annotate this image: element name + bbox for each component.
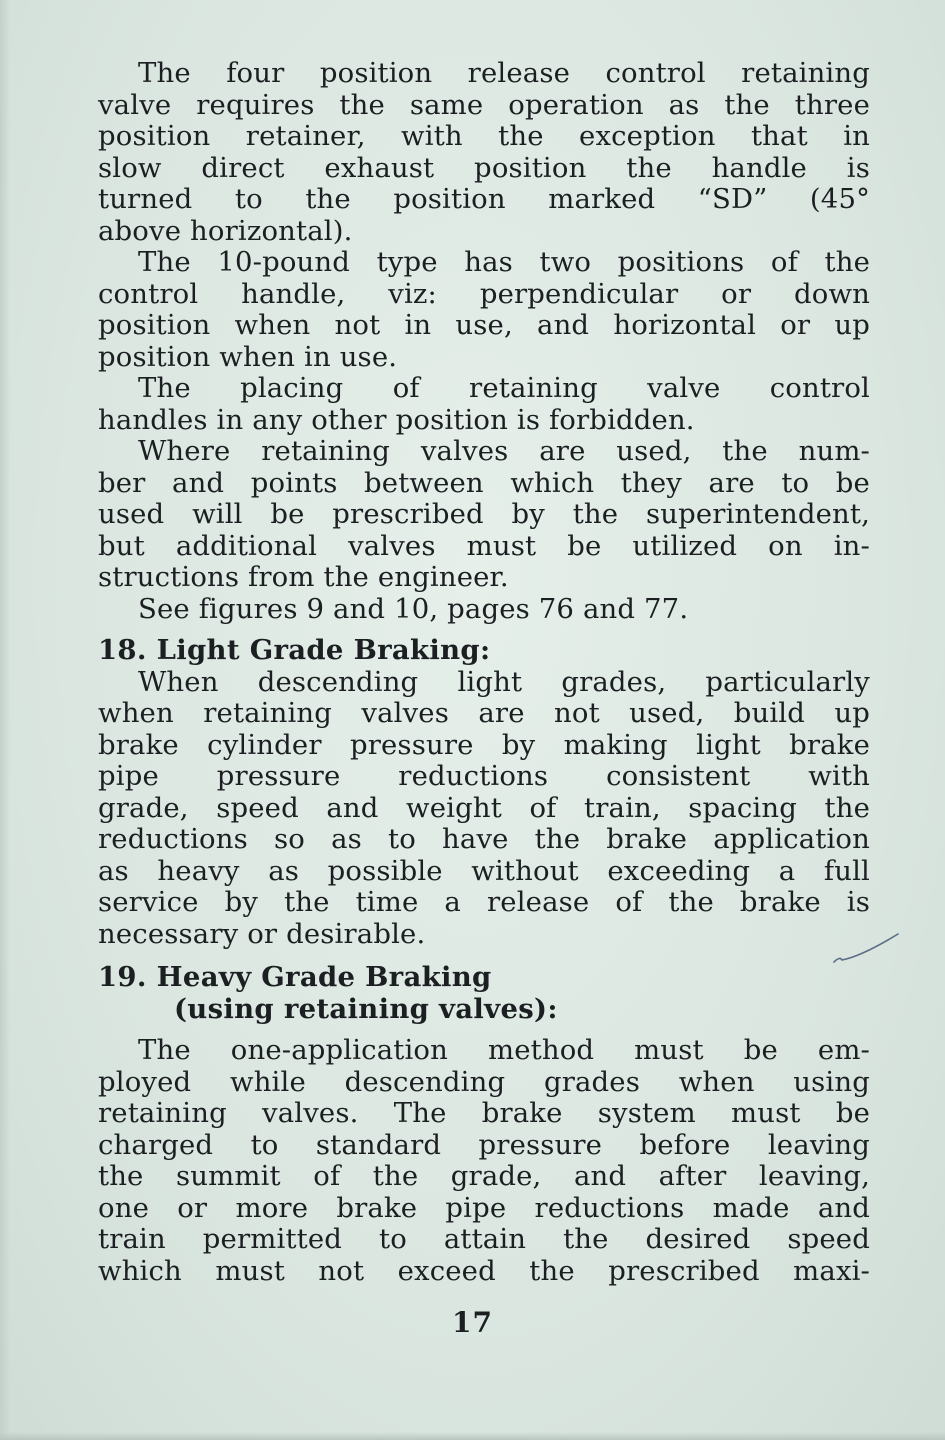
text-line: grade, speed and weight of train, spacing the [98,791,870,824]
paragraph-see-figures [98,594,870,626]
text-line: service by the time a release of the brake is [98,886,870,918]
text-line: retaining valves. The brake system must be [98,1097,870,1129]
paragraph-placing-handles [98,373,870,436]
section-18-light-grade-braking [98,635,870,950]
text-line: structions from the engineer. [98,561,509,593]
text-line: used will be prescribed by the superintendent, [98,498,870,530]
text-line: train permitted to attain the desired speed [98,1223,870,1255]
paragraph-retaining-valves-used [98,436,870,594]
text-line: ployed while descending grades when using [98,1065,870,1098]
paragraph-four-position-valve [98,58,870,247]
text-line: The one-application method must be em- [138,1034,870,1066]
page-text [98,58,870,1287]
text-line: The 10-pound type has two positions of the [138,246,870,278]
text-line: position when not in use, and horizontal or up [98,309,870,341]
text-line: position when in use. [98,340,398,373]
text-line: necessary or desirable. [98,917,426,950]
text-line: which must not exceed the prescribed maxi- [98,1254,870,1287]
text-line: the summit of the grade, and after leaving, [98,1160,870,1192]
text-line: See figures 9 and 10, pages 76 and 77. [138,592,689,625]
page-bottom-edge [0,1432,945,1440]
section-heading: 18. Light Grade Braking: [98,634,491,666]
text-line: Where retaining valves are used, the num- [138,435,870,467]
text-line: The four position release control retaining [138,57,870,89]
text-line: handles in any other position is forbidden. [98,403,695,436]
text-line: The placing of retaining valve control [138,372,870,404]
page-left-edge [0,0,10,1440]
text-line: slow direct exhaust position the handle is [98,151,870,184]
text-line: above horizontal). [98,214,353,247]
section-19-heavy-grade-braking [98,962,870,1287]
text-line: pipe pressure reductions consistent with [98,760,870,792]
text-line: ber and points between which they are to be [98,466,870,499]
text-line: but additional valves must be utilized on in- [98,529,870,562]
text-line: brake cylinder pressure by making light brake [98,728,870,761]
paragraph-10-pound-type [98,247,870,373]
text-line: When descending light grades, particularly [138,665,870,698]
text-line: when retaining valves are not used, build up [98,697,870,729]
text-line: control handle, viz: perpendicular or down [98,277,870,310]
pencil-check-mark [832,930,902,970]
text-line: valve requires the same operation as the three [98,88,870,121]
text-line: one or more brake pipe reductions made and [98,1191,870,1224]
text-line: position retainer, with the exception that in [98,120,870,152]
section-heading: 19. Heavy Grade Braking [98,961,492,993]
text-line: as heavy as possible without exceeding a full [98,854,870,887]
text-line: reductions so as to have the brake application [98,823,870,855]
section-subheading: (using retaining valves): [174,992,558,1025]
text-line: turned to the position marked “SD” (45° [98,183,870,215]
text-line: charged to standard pressure before leaving [98,1128,870,1161]
page-number: 17 [452,1306,493,1339]
